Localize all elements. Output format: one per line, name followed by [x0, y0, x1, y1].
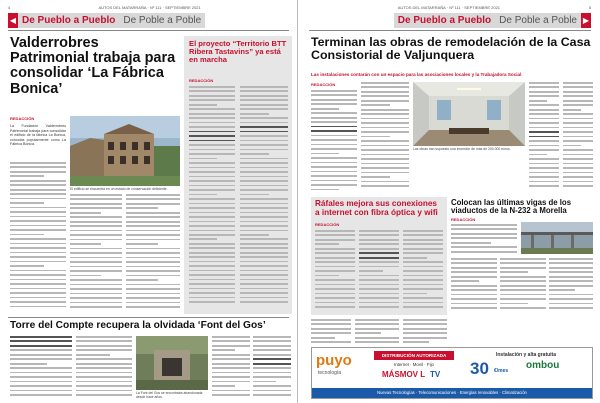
main-headline: Valderrobres Patrimonial trabaja para consolidar ‘La Fábrica Bonica’	[10, 35, 176, 97]
viaduct-column	[451, 258, 497, 314]
section-tag	[394, 13, 591, 28]
font-del-gos-photo	[136, 336, 208, 390]
photo-caption: El edificio se encuentra en un estado de conservación deficiente.	[70, 187, 168, 191]
section-title-gray: De Poble a Poble	[123, 15, 202, 26]
rafales-column	[359, 230, 399, 312]
divider	[8, 317, 289, 318]
page-number: 5	[588, 5, 591, 10]
advertisement[interactable]	[311, 347, 593, 399]
rafales-column	[315, 230, 355, 312]
bottom-caption: La Font del Gos se encontraba abandonada desde hace años.	[136, 391, 203, 399]
sidebar-column	[240, 86, 288, 311]
photo-caption: Las obras han supuesto una inversión de más de 200.000 euros.	[413, 147, 511, 151]
section-title-gray: De Poble a Poble	[499, 15, 577, 26]
tv-logo: TV	[430, 370, 441, 379]
sidebar-column	[189, 86, 235, 311]
main-headline: Terminan las obras de remodelación de la Casa Consistorial de Valjunquera	[311, 35, 591, 63]
section-arrow-icon: ▶	[581, 13, 591, 28]
rafales-headline: Ráfales mejora sus conexiones a internet con fibra óptica y wifi	[315, 199, 438, 217]
right-folio	[309, 5, 591, 11]
bottom-column	[212, 336, 250, 398]
lead-text: La Fundación Valderrobres Patrimonial trabaja para consolidar el edificio de la fábrica La Bonica, conocida popularmente como La Fábrica Bonica.	[10, 124, 66, 146]
article-column	[403, 319, 447, 345]
article-column	[311, 90, 357, 194]
section-arrow-icon: ◀	[8, 13, 18, 28]
masmovil-logo: MÁSMOV L	[382, 370, 426, 379]
divider	[8, 30, 289, 31]
folio-center: AUTOS DEL MATARRAÑA · Nº 111 · SEPTIEMBRE 2021	[98, 5, 201, 10]
room-photo	[413, 82, 525, 146]
sidebar-headline: El proyecto “Territorio BTT Ribera Tastavins” ya está en marcha	[189, 39, 287, 64]
ad-footer: Nuevas Tecnologías · Telecomunicaciones · Energías renovables · Climatización	[312, 388, 592, 398]
viaduct-headline: Colocan las últimas vigas de los viaductos de la N-232 a Morella	[451, 198, 572, 216]
viaduct-byline: REDACCIÓN	[451, 217, 476, 222]
bottom-column	[253, 336, 291, 398]
article-column	[311, 319, 351, 345]
section-tag	[8, 13, 205, 28]
right-page	[301, 0, 599, 403]
article-column	[10, 162, 66, 312]
viaduct-photo	[521, 222, 593, 254]
distrib-brands: Internet · Movil · Fijo	[393, 362, 434, 367]
puyo-logo: puyo	[316, 352, 352, 369]
viaduct-column	[549, 258, 593, 314]
viaduct-column	[500, 258, 546, 314]
price-unit: €/mes	[494, 368, 509, 374]
article-column	[126, 194, 180, 312]
sidebar-byline: REDACCIÓN	[189, 78, 214, 83]
folio-center: AUTOS DEL MATARRAÑA · Nº 111 · SEPTIEMBRE 2021	[397, 5, 501, 10]
bottom-headline: Torre del Compte recupera la olvidada ‘Font del Gos’	[10, 320, 266, 331]
offer-text: Instalación y alta gratuita	[495, 352, 557, 358]
article-column	[529, 82, 559, 194]
viaduct-column	[451, 224, 517, 254]
article-column	[355, 319, 399, 345]
distrib-banner: DISTRIBUCIÓN AUTORIZADA	[374, 351, 454, 360]
main-subhead: Las instalaciones contarán con un espacio para las asociaciones locales y la Trabajadora Social	[311, 72, 522, 77]
article-column	[361, 82, 409, 194]
bottom-column	[76, 336, 132, 398]
article-column	[70, 194, 122, 312]
section-title-red: De Pueblo a Pueblo	[397, 15, 492, 26]
page-number: 4	[8, 5, 11, 10]
rafales-column	[403, 230, 443, 312]
left-folio	[8, 5, 289, 11]
price-value: 30	[470, 359, 489, 378]
byline: REDACCIÓN	[10, 116, 35, 121]
section-title-red: De Pueblo a Pueblo	[22, 15, 116, 26]
bottom-column	[10, 336, 72, 398]
divider	[309, 30, 591, 31]
factory-photo	[70, 116, 180, 186]
left-page	[0, 0, 298, 403]
article-column	[563, 82, 593, 194]
byline: REDACCIÓN	[311, 82, 336, 87]
rafales-byline: REDACCIÓN	[315, 222, 340, 227]
ombou-logo: ombou	[526, 360, 560, 371]
puyo-tagline: tecnología	[318, 370, 342, 376]
